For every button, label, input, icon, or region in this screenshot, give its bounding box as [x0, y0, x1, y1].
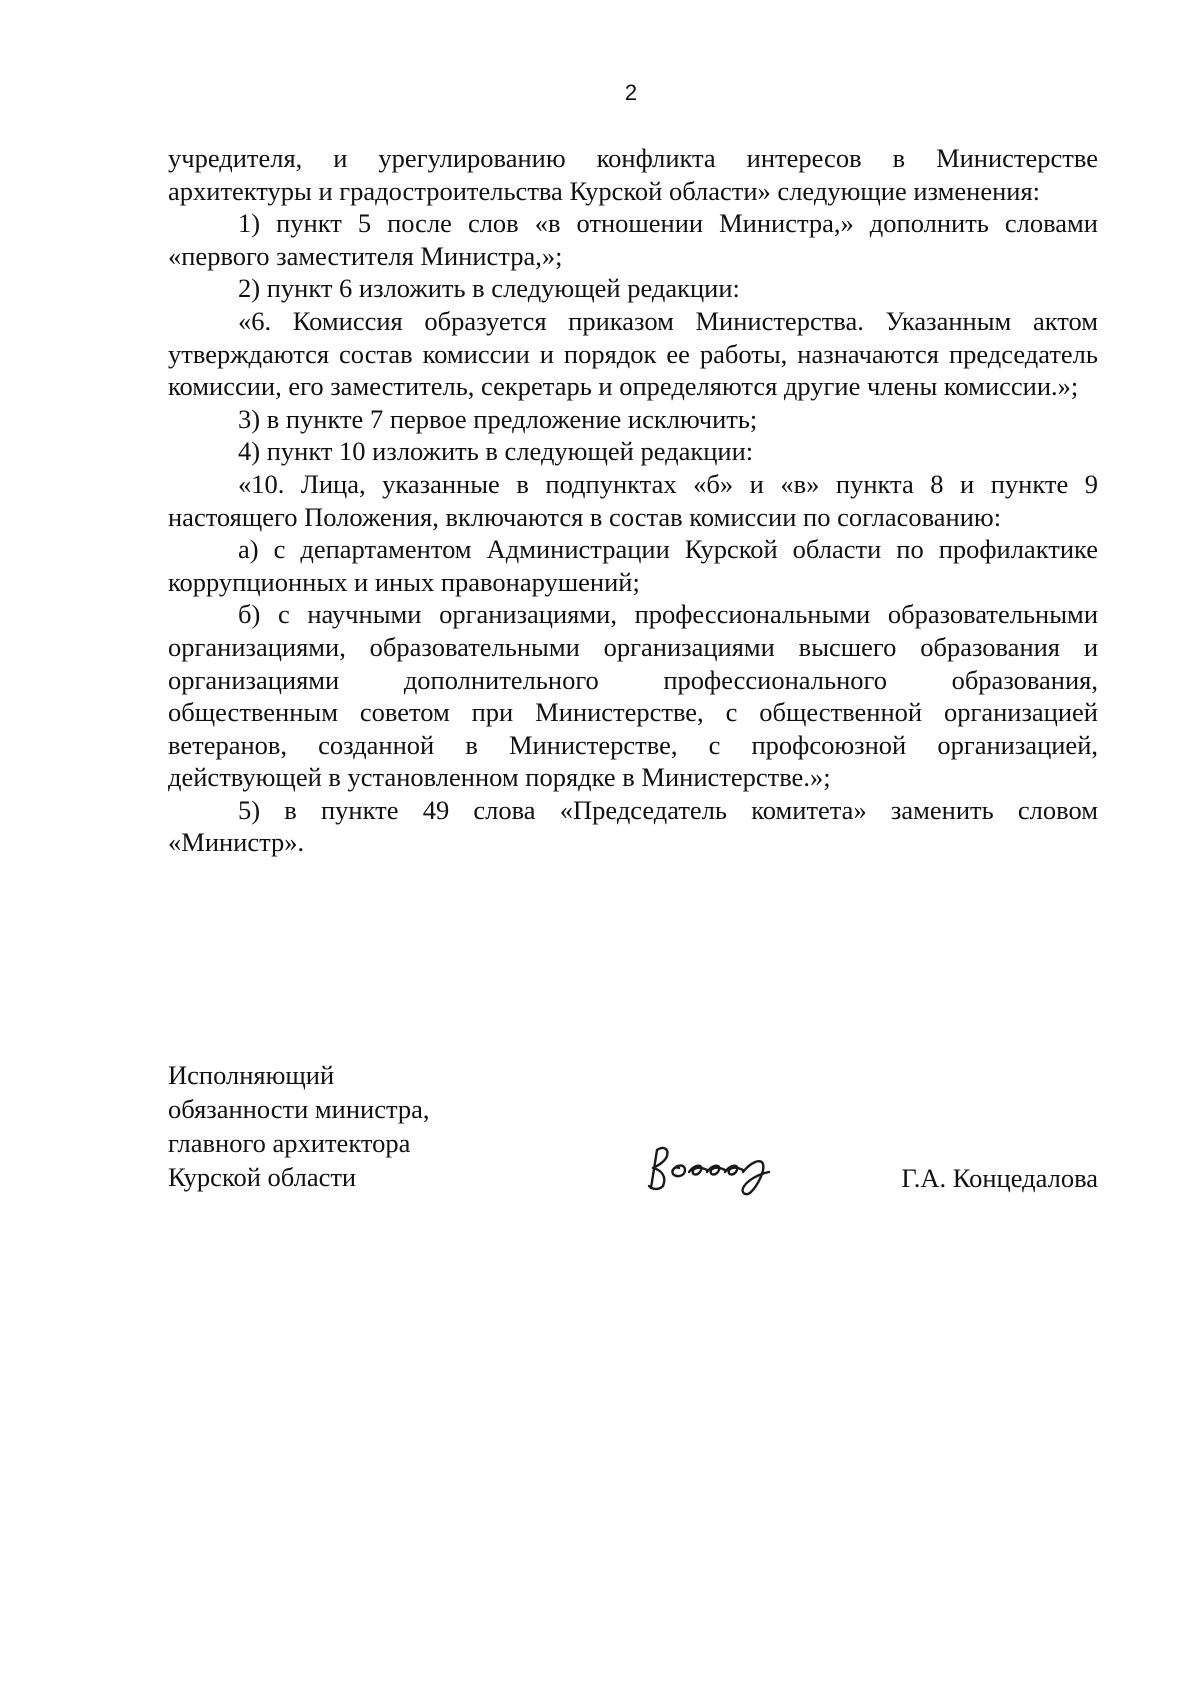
position-line: Исполняющий	[168, 1060, 335, 1090]
signature-block	[168, 1058, 1098, 1218]
paragraph-item-1: 1) пункт 5 после слов «в отношении Министра,» дополнить словами «первого заместителя Министра,»;	[168, 208, 1098, 271]
position-line: главного архитектора	[168, 1128, 411, 1158]
paragraph-item-2: 2) пункт 6 изложить в следующей редакции:	[238, 273, 740, 304]
paragraph-item-5: 5) в пункте 49 слова «Председатель комитета» заменить словом «Министр».	[168, 794, 1098, 858]
position-line: Курской области	[168, 1162, 357, 1192]
paragraph-item-3: 3) в пункте 7 первое предложение исключить;	[238, 403, 758, 434]
paragraph-subitem-a: а) с департаментом Администрации Курской области по профилактике коррупционных и иных правонарушений;	[168, 534, 1098, 597]
signatory-name: Г.А. Концедалова	[901, 1163, 1098, 1193]
signatory-position	[168, 1058, 430, 1194]
paragraph-item-2-text: «6. Комиссия образуется приказом Министерства. Указанным актом утверждаются состав комиссии и порядок ее работы, назначаются председатель комиссии, его заместитель, секретарь и определяются другие члены комиссии.»;	[168, 305, 1098, 402]
handwritten-signature	[643, 1140, 783, 1196]
position-line: обязанности министра,	[168, 1094, 430, 1124]
paragraph-subitem-b: б) с научными организациями, профессиональными образовательными организациями, образовательными организациями высшего образования и организациями дополнительного профессионального образования, общественным советом при Министерстве, с общественной организацией ветеранов, созданной в Министерстве, с профсоюзной организацией, действующей в установленном порядке в Министерстве.»;	[168, 599, 1098, 793]
document-body	[168, 142, 1098, 859]
paragraph-item-4-text: «10. Лица, указанные в подпунктах «б» и «в» пункта 8 и пункте 9 настоящего Положения, включаются в состав комиссии по согласованию:	[168, 468, 1098, 532]
paragraph-intro: учредителя, и урегулированию конфликта интересов в Министерстве архитектуры и градостроительства Курской области» следующие изменения:	[168, 143, 1098, 206]
paragraph-item-4: 4) пункт 10 изложить в следующей редакции:	[238, 436, 754, 467]
page-number: 2	[624, 80, 638, 105]
